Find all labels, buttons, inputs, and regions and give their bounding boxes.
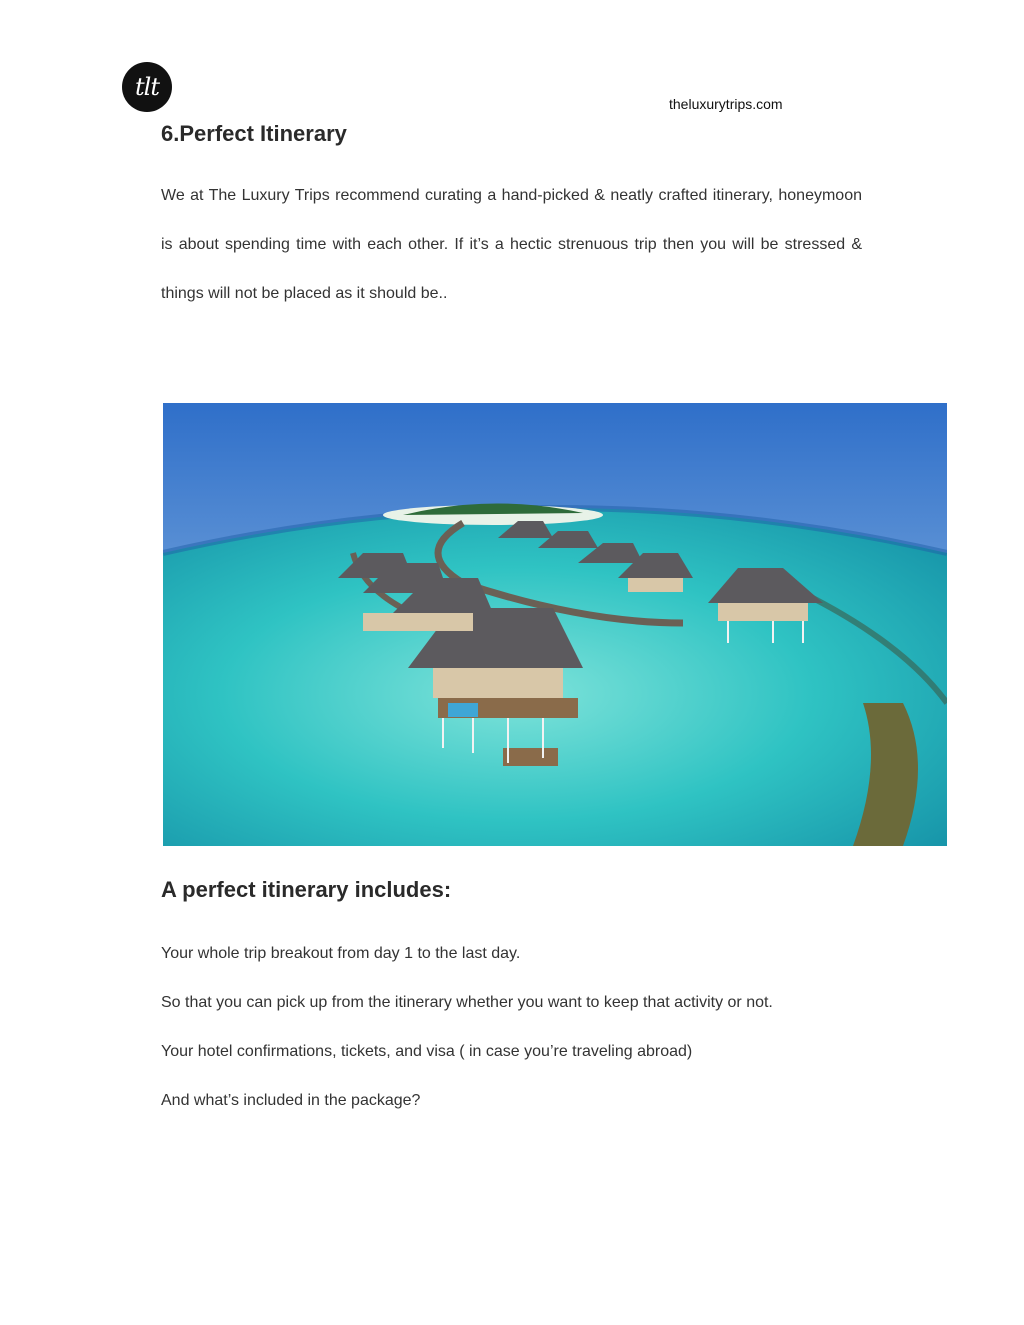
includes-title: A perfect itinerary includes: <box>161 877 452 902</box>
overwater-villas-photo <box>163 403 947 846</box>
logo-text: tlt <box>135 73 159 101</box>
section-title: 6.Perfect Itinerary <box>161 121 347 146</box>
brand-logo <box>122 62 172 112</box>
includes-item: And what’s included in the package? <box>161 1092 421 1109</box>
includes-item: Your whole trip breakout from day 1 to the last day. <box>161 945 521 962</box>
site-url: theluxurytrips.com <box>669 96 783 112</box>
resort-photo <box>163 403 947 846</box>
section-paragraph: We at The Luxury Trips recommend curating a hand-picked & neatly crafted itinerary, honeymoon is about spending time with each other. If it’s a hectic strenuous trip then you will be stressed & things will not be placed as it should be.. <box>161 187 862 302</box>
includes-item: Your hotel confirmations, tickets, and visa ( in case you’re traveling abroad) <box>161 1043 693 1060</box>
includes-item: So that you can pick up from the itinerary whether you want to keep that activity or not. <box>161 994 773 1011</box>
